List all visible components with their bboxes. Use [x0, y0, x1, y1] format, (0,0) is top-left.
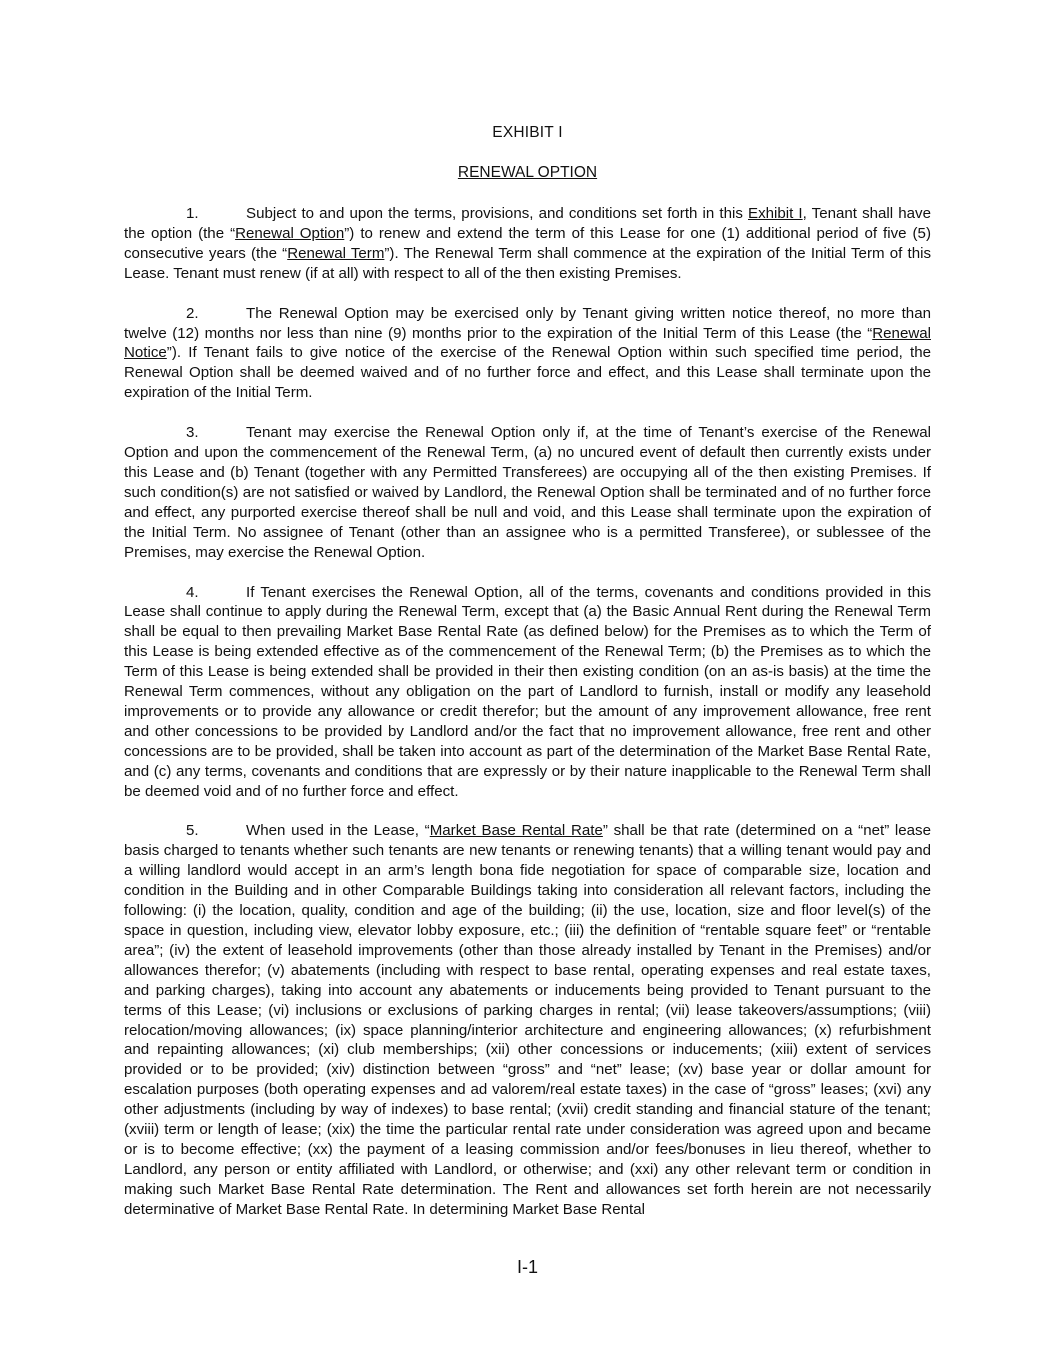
- paragraph-text: ”) to renew and extend the term of this Lease for one (1) additional period of five (5) consecutive years (the “: [124, 224, 931, 262]
- defined-term: Renewal Notice: [124, 324, 931, 362]
- paragraph-1: [124, 204, 931, 284]
- paragraph-4: [124, 583, 931, 802]
- paragraph-text: ” shall be that rate (determined on a “net” lease basis charged to tenants whether such tenants are new tenants or renewing tenants) that a willing tenant would pay and a willing landlord would accept in an arm’s length bona fide negotiation for space of comparable size, location and condition in the Building and in other Comparable Buildings taking into consideration all relevant factors, including the following: (i) the location, quality, condition and age of the building; (ii) the use, location, size and floor level(s) of the space in question, including view, elevator lobby exposure, etc.; (iii) the definition of “rentable square feet” or “rentable area”; (iv) the extent of leasehold improvements (other than those already installed by Tenant in the Premises) and/or allowances therefor; (v) abatements (including with respect to base rental, operating expenses and real estate taxes, and parking charges), taking into account any abatements or inducements being provided to Tenant pursuant to the terms of this Lease; (vi) inclusions or exclusions of parking charges in rental; (vii) lease takeovers/assumptions; (viii) relocation/moving allowances; (ix) space planning/interior architecture and engineering allowances; (x) refurbishment and repainting allowances; (xi) club memberships; (xii) other concessions or inducements; (xiii) extent of services provided or to be provided; (xiv) distinction between “gross” and “net” lease; (xv) base year or dollar amount for escalation purposes (both operating expenses and ad valorem/real estate taxes) in the case of “gross” leases; (xvi) any other adjustments (including by way of indexes) to base rental; (xvii) credit standing and financial stature of the tenant; (xviii) term or length of lease; (xix) the time the particular rental rate under consideration was agreed upon and became or is to become effective; (xx) the payment of a leasing commission and/or fees/bonuses in lieu thereof, whether to Landlord, any person or entity affiliated with Landlord, or otherwise; and (xxi) any other relevant term or condition in making such Market Base Rental Rate determination. The Rent and allowances set forth herein are not necessarily determinative of Market Base Rental Rate. In determining Market Base Rental: [124, 822, 931, 1218]
- page-number: I-1: [516, 1257, 538, 1277]
- paragraph-text: Subject to and upon the terms, provisions, and conditions set forth in this: [246, 205, 748, 222]
- document-body: [124, 204, 931, 1240]
- paragraph-number: 2.: [186, 304, 199, 322]
- paragraph-text: If Tenant exercises the Renewal Option, all of the terms, covenants and conditions provided in this Lease shall continue to apply during the Renewal Term, except that (a) the Basic Annual Rent during the Renewal Term shall be equal to then prevailing Market Base Rental Rate (as defined below) for the Premises as to which the Term of this Lease is being extended effective as of the commencement of the Renewal Term; (b) the Premises as to which the Term of this Lease is being extended shall be provided in their then existing condition (on an as-is basis) at the time the Renewal Term commences, without any obligation on the part of Landlord to furnish, install or modify any leasehold improvements or to provide any allowance or credit therefor; but the amount of any improvement allowance, free rent and other concessions to be provided by Landlord and/or the fact that no improvement allowance, free rent and other concessions are to be provided, shall be taken into account as part of the determination of the Market Base Rental Rate, and (c) any terms, covenants and conditions that are expressly or by their nature inapplicable to the Renewal Term shall be deemed void and of no further force and effect.: [124, 583, 931, 800]
- defined-term: Market Base Rental Rate: [429, 822, 603, 840]
- paragraph-number: 4.: [186, 583, 199, 601]
- paragraph-text: ”). The Renewal Term shall commence at the expiration of the Initial Term of this Lease. Tenant must renew (if at all) with respect to all of the then existing Premises.: [124, 244, 932, 282]
- paragraph-number: 5.: [186, 822, 199, 840]
- paragraph-text: Tenant may exercise the Renewal Option only if, at the time of Tenant’s exercise of the Renewal Option and upon the commencement of the Renewal Term, (a) no uncured event of default then currently exists under this Lease and (b) Tenant (together with any Permitted Transferees) are occupying all of the then existing Premises. If such condition(s) are not satisfied or waived by Landlord, the Renewal Option shall be terminated and of no further force and effect, any purported exercise thereof shall be null and void, and this Lease shall terminate upon the expiration of the Initial Term. No assignee of Tenant (other than an assignee who is a permitted Transferee), or sublessee of the Premises, may exercise the Renewal Option.: [124, 424, 931, 561]
- defined-term: Exhibit I: [748, 205, 803, 222]
- paragraph-3: [124, 423, 931, 562]
- defined-term: Renewal Option: [235, 224, 345, 242]
- paragraph-2: [124, 304, 931, 404]
- section-title: RENEWAL OPTION: [457, 164, 598, 181]
- defined-term: Renewal Term: [287, 244, 385, 262]
- paragraph-text: , Tenant shall have the option (the “: [124, 205, 931, 242]
- paragraph-text: When used in the Lease, “: [246, 822, 430, 840]
- paragraph-number: 1.: [186, 205, 199, 222]
- paragraph-text: The Renewal Option may be exercised only by Tenant giving written notice thereof, no more than twelve (12) months nor less than nine (9) months prior to the expiration of the Initial Term of this Lease (the “: [124, 304, 931, 342]
- paragraph-5: [124, 821, 931, 1219]
- exhibit-title: EXHIBIT I: [492, 124, 563, 141]
- paragraph-text: ”). If Tenant fails to give notice of the exercise of the Renewal Option within such specified time period, the Renewal Option shall be deemed waived and of no further force and effect, and this Lease shall terminate upon the expiration of the Initial Term.: [124, 344, 931, 402]
- paragraph-number: 3.: [186, 424, 199, 442]
